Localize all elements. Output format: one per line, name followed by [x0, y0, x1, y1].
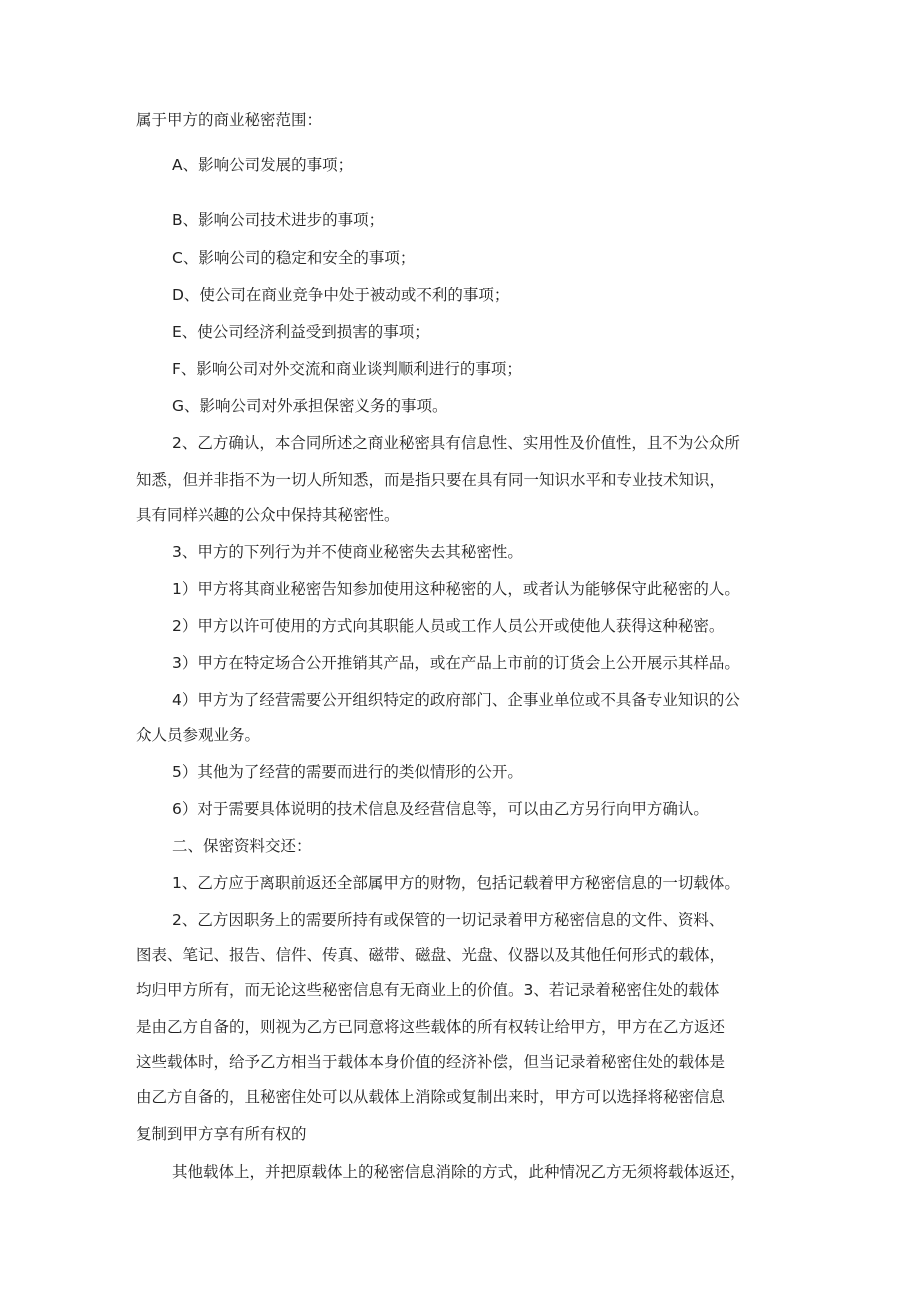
subitem-6: 6）对于需要具体说明的技术信息及经营信息等，可以由乙方另行向甲方确认。	[172, 800, 709, 818]
clause-3: 3、甲方的下列行为并不使商业秘密失去其秘密性。	[172, 543, 523, 561]
subitem-3: 3）甲方在特定场合公开推销其产品，或在产品上市前的订货会上公开展示其样品。	[172, 654, 740, 672]
subitem-4-line-2: 众人员参观业务。	[136, 726, 261, 744]
item-c: C、影响公司的稳定和安全的事项；	[172, 249, 416, 267]
return-clause-3-line-1: 是由乙方自备的，则视为乙方已同意将这些载体的所有权转让给甲方，甲方在乙方返还	[136, 1018, 726, 1036]
item-g: G、影响公司对外承担保密义务的事项。	[172, 397, 448, 415]
return-clause-2-line-3: 均归甲方所有，而无论这些秘密信息有无商业上的价值。3、若记录着秘密住处的载体	[136, 981, 720, 999]
return-clause-1: 1、乙方应于离职前返还全部属甲方的财物，包括记载着甲方秘密信息的一切载体。	[172, 874, 740, 892]
return-clause-3-line-3: 由乙方自备的，且秘密住处可以从载体上消除或复制出来时，甲方可以选择将秘密信息	[136, 1088, 726, 1106]
scope-heading: 属于甲方的商业秘密范围：	[136, 111, 323, 129]
return-clause-3-line-4: 复制到甲方享有所有权的	[136, 1125, 307, 1143]
item-b: B、影响公司技术进步的事项；	[172, 211, 385, 229]
item-f: F、影响公司对外交流和商业谈判顺利进行的事项；	[172, 360, 522, 378]
return-clause-continuation: 其他载体上，并把原载体上的秘密信息消除的方式，此种情况乙方无须将载体返还，	[172, 1163, 746, 1181]
return-clause-2-line-2: 图表、笔记、报告、信件、传真、磁带、磁盘、光盘、仪器以及其他任何形式的载体，	[136, 946, 726, 964]
subitem-5: 5）其他为了经营的需要而进行的类似情形的公开。	[172, 763, 523, 781]
subitem-4-line-1: 4）甲方为了经营需要公开组织特定的政府部门、企事业单位或不具备专业知识的公	[172, 691, 740, 709]
clause-2-line-3: 具有同样兴趣的公众中保持其秘密性。	[136, 506, 400, 524]
item-e: E、使公司经济利益受到损害的事项；	[172, 323, 430, 341]
clause-2-line-1: 2、乙方确认，本合同所述之商业秘密具有信息性、实用性及价值性，且不为公众所	[172, 434, 740, 452]
return-clause-2-line-1: 2、乙方因职务上的需要所持有或保管的一切记录着甲方秘密信息的文件、资料、	[172, 911, 725, 929]
section-2-heading: 二、保密资料交还：	[172, 837, 312, 855]
subitem-2: 2）甲方以许可使用的方式向其职能人员或工作人员公开或使他人获得这种秘密。	[172, 617, 725, 635]
subitem-1: 1）甲方将其商业秘密告知参加使用这种秘密的人，或者认为能够保守此秘密的人。	[172, 580, 740, 598]
return-clause-3-line-2: 这些载体时，给予乙方相当于载体本身价值的经济补偿，但当记录着秘密住处的载体是	[136, 1053, 726, 1071]
clause-2-line-2: 知悉，但并非指不为一切人所知悉，而是指只要在具有同一知识水平和专业技术知识，	[136, 471, 726, 489]
item-d: D、使公司在商业竞争中处于被动或不利的事项；	[172, 286, 510, 304]
item-a: A、影响公司发展的事项；	[172, 156, 354, 174]
